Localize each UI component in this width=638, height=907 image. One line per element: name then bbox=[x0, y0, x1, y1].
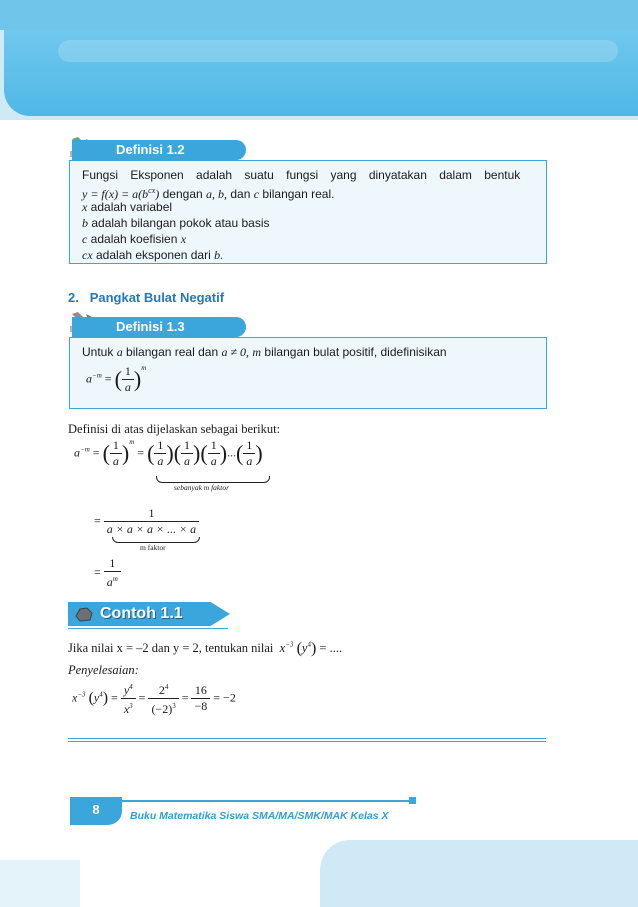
text: = .... bbox=[319, 640, 343, 655]
footer-square bbox=[409, 797, 416, 804]
underbrace bbox=[156, 476, 270, 483]
final-formula bbox=[94, 556, 121, 590]
math: a ≠ 0, bbox=[221, 345, 250, 359]
text: adalah bilangan pokok atau basis bbox=[91, 216, 270, 230]
math-sup: m bbox=[112, 575, 118, 583]
fraction bbox=[148, 680, 178, 717]
numerator: 2 bbox=[158, 683, 165, 697]
math: c bbox=[253, 187, 260, 201]
denominator: x bbox=[123, 702, 130, 716]
numerator: 1 bbox=[208, 438, 220, 454]
denominator: a bbox=[124, 380, 131, 394]
example-title: Contoh 1.1 bbox=[100, 605, 183, 622]
rock-icon bbox=[74, 606, 94, 627]
definition-line-5 bbox=[82, 231, 186, 247]
denominator: (−2) bbox=[151, 702, 173, 716]
text: adalah koefisien bbox=[90, 232, 178, 246]
denominator: a bbox=[210, 454, 217, 468]
expansion-formula bbox=[74, 438, 263, 469]
equals: = bbox=[138, 690, 146, 705]
text: adalah variabel bbox=[90, 200, 173, 214]
equals: = bbox=[181, 690, 189, 705]
math: y = f(x) = a(b bbox=[82, 187, 149, 201]
definition-line-1 bbox=[82, 344, 447, 360]
paren: ( bbox=[296, 640, 302, 657]
paren: ) bbox=[166, 440, 174, 466]
math-sup: 4 bbox=[164, 683, 169, 691]
denominator: a × a × a × ... × a bbox=[106, 522, 197, 536]
section-heading bbox=[68, 290, 224, 305]
math: a bbox=[116, 345, 123, 359]
definition-formula bbox=[86, 364, 146, 395]
math-sup: −3 bbox=[77, 690, 86, 699]
equals: = bbox=[104, 371, 112, 386]
text: adalah eksponen dari bbox=[96, 248, 211, 262]
denominator: a bbox=[106, 575, 113, 589]
numerator: 1 bbox=[154, 438, 166, 454]
math-sup: m bbox=[141, 364, 147, 372]
text: bilangan real dan bbox=[126, 345, 219, 359]
math-sup: −m bbox=[92, 371, 102, 380]
fraction bbox=[121, 680, 136, 717]
fraction bbox=[208, 438, 220, 469]
solution-formula bbox=[72, 680, 236, 717]
math-sup: −m bbox=[80, 445, 90, 454]
paren: ) bbox=[310, 640, 317, 657]
paren: ) bbox=[255, 440, 263, 466]
text: dan bbox=[230, 187, 251, 201]
paren: ( bbox=[114, 366, 122, 392]
denominator: a bbox=[184, 454, 191, 468]
text: Untuk bbox=[82, 345, 114, 359]
equals: = bbox=[94, 564, 101, 579]
fraction bbox=[104, 556, 121, 590]
text: bilangan real. bbox=[262, 187, 335, 201]
page-number: 8 bbox=[70, 797, 122, 825]
numerator: 1 bbox=[181, 438, 193, 454]
equals: = bbox=[137, 445, 145, 460]
fraction bbox=[122, 364, 134, 395]
paren: ) bbox=[102, 689, 109, 707]
definition-line-1 bbox=[82, 167, 534, 183]
explanation-intro: Definisi di atas dijelaskan sebagai berikut: bbox=[68, 422, 281, 436]
fraction bbox=[104, 506, 199, 537]
footer-background bbox=[320, 840, 638, 907]
numerator: 1 bbox=[110, 438, 122, 454]
math-sup: 4 bbox=[129, 683, 133, 691]
math-sup: 4 bbox=[307, 640, 311, 649]
section-number: 2. bbox=[68, 290, 79, 305]
header-highlight bbox=[58, 40, 618, 62]
equals: = bbox=[92, 445, 100, 460]
equals: = bbox=[111, 690, 118, 705]
math: x bbox=[82, 200, 88, 214]
definition-line-6 bbox=[82, 247, 223, 263]
math-sup: 3 bbox=[172, 702, 176, 710]
definition-line-4 bbox=[82, 215, 269, 231]
text: bilangan bulat positif, didefinisikan bbox=[264, 345, 447, 359]
paren: ( bbox=[147, 440, 155, 466]
definition-box bbox=[69, 337, 547, 409]
math: ) bbox=[155, 187, 160, 201]
paren: ( bbox=[102, 440, 110, 466]
paren: ( bbox=[200, 440, 208, 466]
text: Jika nilai x = –2 dan y = 2, tentukan nilai bbox=[68, 640, 274, 655]
numerator: 16 bbox=[191, 683, 210, 699]
brace-label: m faktor bbox=[140, 543, 166, 552]
math: m bbox=[252, 345, 262, 359]
definition-line-3 bbox=[82, 199, 172, 215]
math: a bbox=[86, 371, 92, 386]
math-sup: cx bbox=[148, 186, 156, 195]
denominator: a bbox=[246, 454, 253, 468]
fraction bbox=[110, 438, 122, 469]
section-divider bbox=[68, 741, 546, 742]
math-sup: 4 bbox=[99, 690, 103, 699]
math-sup: m bbox=[129, 438, 135, 446]
math: cx bbox=[82, 248, 93, 262]
footer-left-band bbox=[0, 860, 80, 907]
paren: ( bbox=[236, 440, 244, 466]
equals: = bbox=[94, 513, 101, 528]
brace-label: sebanyak m faktor bbox=[174, 483, 229, 492]
paren: ) bbox=[133, 366, 142, 392]
example-question bbox=[68, 640, 342, 658]
math: x bbox=[180, 232, 187, 246]
math: x bbox=[72, 690, 78, 705]
math-sup: −3 bbox=[285, 640, 294, 649]
product-formula bbox=[94, 506, 199, 537]
header-top-strip bbox=[0, 0, 638, 30]
footer-line bbox=[82, 800, 414, 802]
math: c bbox=[82, 232, 88, 246]
paren: ( bbox=[88, 689, 94, 707]
math: y bbox=[301, 640, 308, 655]
math: b bbox=[82, 216, 88, 230]
math: a, b, bbox=[206, 187, 228, 201]
fraction bbox=[191, 683, 210, 714]
paren: ) bbox=[121, 440, 130, 466]
numerator: 1 bbox=[104, 556, 121, 572]
definition-box bbox=[69, 160, 547, 264]
ellipsis: ... bbox=[227, 445, 237, 460]
numerator: 1 bbox=[104, 506, 199, 522]
numerator: 1 bbox=[243, 438, 255, 454]
section-divider bbox=[68, 738, 546, 739]
solution-label: Penyelesaian: bbox=[68, 663, 139, 677]
denominator: a bbox=[112, 454, 119, 468]
text: dengan bbox=[162, 187, 203, 201]
math: b. bbox=[214, 248, 224, 262]
result: −2 bbox=[223, 690, 236, 705]
fraction bbox=[181, 438, 193, 469]
paren: ( bbox=[173, 440, 182, 466]
numerator: y bbox=[123, 683, 130, 697]
math-sup: 3 bbox=[129, 702, 133, 710]
section-title: Pangkat Bulat Negatif bbox=[89, 290, 225, 305]
math: a bbox=[74, 445, 80, 460]
numerator: 1 bbox=[122, 364, 134, 380]
math: x bbox=[279, 640, 286, 655]
fraction bbox=[154, 438, 166, 469]
fraction bbox=[243, 438, 255, 469]
equals: = bbox=[213, 690, 221, 705]
denominator: a bbox=[157, 454, 164, 468]
math: y bbox=[93, 690, 100, 705]
example-rule bbox=[68, 628, 228, 629]
definition-tab: Definisi 1.3 bbox=[72, 317, 246, 337]
paren: ) bbox=[193, 440, 201, 466]
paren: ) bbox=[219, 440, 228, 466]
definition-tab: Definisi 1.2 bbox=[72, 140, 246, 160]
denominator: −8 bbox=[194, 699, 208, 713]
text: Fungsi Eksponen adalah suatu fungsi yang dinyatakan dalam bentuk bbox=[82, 168, 521, 182]
book-title: Buku Matematika Siswa SMA/MA/SMK/MAK Kelas X bbox=[130, 810, 389, 822]
